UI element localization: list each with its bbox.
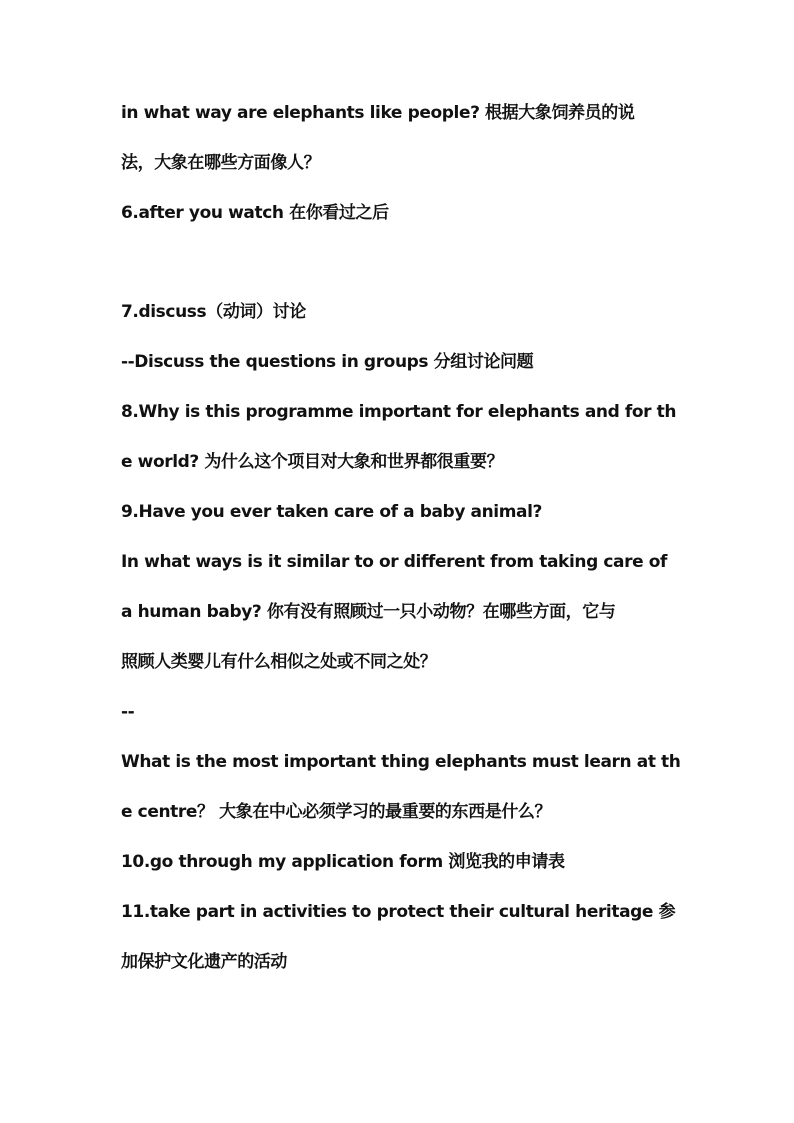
text-line-most-important-thing: What is the most important thing elephants must learn at th: [121, 752, 681, 772]
text-line-item-9-question: In what ways is it similar to or different from taking care of: [121, 552, 668, 572]
text-line-elephants-like-people-cont: 法，大象在哪些方面像人？: [121, 153, 321, 173]
text-line-item-9-question-cont: a human baby? 你有没有照顾过一只小动物？在哪些方面，它与: [121, 602, 616, 622]
text-line-item-6: 6.after you watch 在你看过之后: [121, 203, 389, 223]
text-line-item-10: 10.go through my application form 浏览我的申请表: [121, 852, 565, 872]
text-line-item-11: 11.take part in activities to protect their cultural heritage 参: [121, 902, 676, 922]
text-line-item-7: 7.discuss（动词）讨论: [121, 302, 306, 322]
text-line-item-8-cont: e world? 为什么这个项目对大象和世界都很重要？: [121, 452, 504, 472]
text-line-item-9-translation: 照顾人类婴儿有什么相似之处或不同之处？: [121, 652, 437, 672]
text-line-item-11-cont: 加保护文化遗产的活动: [121, 952, 287, 972]
text-line-item-8: 8.Why is this programme important for elephants and for th: [121, 402, 677, 422]
text-line-elephants-like-people: in what way are elephants like people? 根据大象饲养员的说: [121, 103, 635, 123]
text-line-discuss-groups: --Discuss the questions in groups 分组讨论问题: [121, 352, 534, 372]
text-line-most-important-thing-cont: e centre？ 大象在中心必须学习的最重要的东西是什么？: [121, 802, 552, 822]
text-line-item-9: 9.Have you ever taken care of a baby animal?: [121, 502, 542, 522]
text-line-dash-separator: --: [121, 702, 135, 722]
